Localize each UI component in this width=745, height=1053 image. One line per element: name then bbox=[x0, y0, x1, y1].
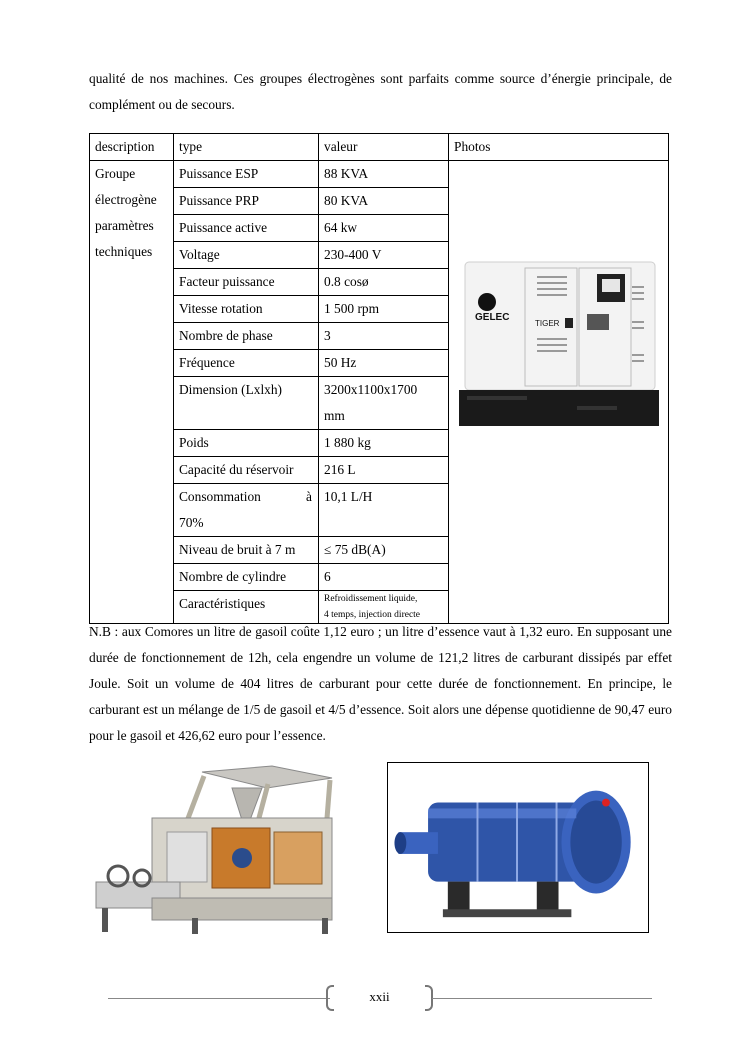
value-line: mm bbox=[324, 408, 345, 423]
footer-rule-right bbox=[432, 998, 652, 999]
footer-bracket-left bbox=[326, 985, 334, 1011]
description-line: électrogène bbox=[95, 192, 157, 207]
boiler-photo-frame bbox=[387, 762, 649, 933]
value-cell: 10,1 L/H bbox=[319, 484, 449, 537]
value-cell: 0.8 cosø bbox=[319, 269, 449, 296]
header-description: description bbox=[90, 134, 174, 161]
type-cell: Puissance ESP bbox=[174, 161, 319, 188]
description-line: techniques bbox=[95, 244, 153, 259]
generator-brand: GELEC bbox=[475, 312, 510, 323]
table-header-row bbox=[90, 134, 669, 161]
type-cell: Fréquence bbox=[174, 350, 319, 377]
table-row bbox=[90, 161, 669, 188]
page-number: xxii bbox=[369, 989, 390, 1004]
type-cell: Puissance active bbox=[174, 215, 319, 242]
description-cell bbox=[90, 161, 174, 624]
value-cell: 230-400 V bbox=[319, 242, 449, 269]
description-line: paramètres bbox=[95, 218, 154, 233]
value-line: 4 temps, injection directe bbox=[324, 610, 421, 620]
value-cell: 88 KVA bbox=[319, 161, 449, 188]
intro-paragraph: qualité de nos machines. Ces groupes électrogènes sont parfaits comme source d’énergie principale, de complément ou de secours. bbox=[89, 71, 672, 112]
type-cell: Vitesse rotation bbox=[174, 296, 319, 323]
type-cell: Dimension (Lxlxh) bbox=[174, 377, 319, 430]
value-cell: 80 KVA bbox=[319, 188, 449, 215]
type-cell bbox=[174, 484, 319, 537]
type-cell: Capacité du réservoir bbox=[174, 457, 319, 484]
value-cell: ≤ 75 dB(A) bbox=[319, 537, 449, 564]
header-photos: Photos bbox=[449, 134, 669, 161]
type-cell: Niveau de bruit à 7 m bbox=[174, 537, 319, 564]
value-cell: 1 500 rpm bbox=[319, 296, 449, 323]
type-cell: Puissance PRP bbox=[174, 188, 319, 215]
header-type: type bbox=[174, 134, 319, 161]
type-cell: Nombre de phase bbox=[174, 323, 319, 350]
value-cell: 64 kw bbox=[319, 215, 449, 242]
type-line: 70% bbox=[179, 515, 204, 530]
value-cell: 3 bbox=[319, 323, 449, 350]
type-line: à bbox=[306, 489, 312, 504]
type-cell: Caractéristiques bbox=[174, 591, 319, 624]
value-cell bbox=[319, 377, 449, 430]
value-cell: 50 Hz bbox=[319, 350, 449, 377]
value-line: Refroidissement liquide, bbox=[324, 594, 418, 604]
type-cell: Voltage bbox=[174, 242, 319, 269]
type-cell: Nombre de cylindre bbox=[174, 564, 319, 591]
value-cell: 6 bbox=[319, 564, 449, 591]
value-cell: 216 L bbox=[319, 457, 449, 484]
value-line: 3200x1100x1700 bbox=[324, 382, 418, 397]
description-line: Groupe bbox=[95, 166, 136, 181]
type-cell: Facteur puissance bbox=[174, 269, 319, 296]
generator-photo bbox=[457, 256, 660, 428]
packaging-machine-photo bbox=[92, 762, 350, 938]
type-line: Consommation bbox=[179, 489, 261, 504]
value-cell: 1 880 kg bbox=[319, 430, 449, 457]
boiler-photo bbox=[388, 763, 648, 932]
generator-model: TIGER bbox=[535, 319, 560, 328]
header-valeur: valeur bbox=[319, 134, 449, 161]
note-paragraph: N.B : aux Comores un litre de gasoil coûte 1,12 euro ; un litre d’essence vaut à 1,32 euro. En supposant une durée de fonctionnement de 12h, cela engendre un volume de 121,2 litres de carburant dissipés par effet Joule. Soit un volume de 404 litres de carburant pour cette durée de fonctionnement. En principe, le carburant est un mélange de 1/5 de gasoil et 4/5 d’essence. Soit alors une dépense quotidienne de 90,47 euro pour le gasoil et 426,62 euro pour l’essence. bbox=[89, 624, 672, 743]
type-cell: Poids bbox=[174, 430, 319, 457]
footer-rule-left bbox=[108, 998, 330, 999]
